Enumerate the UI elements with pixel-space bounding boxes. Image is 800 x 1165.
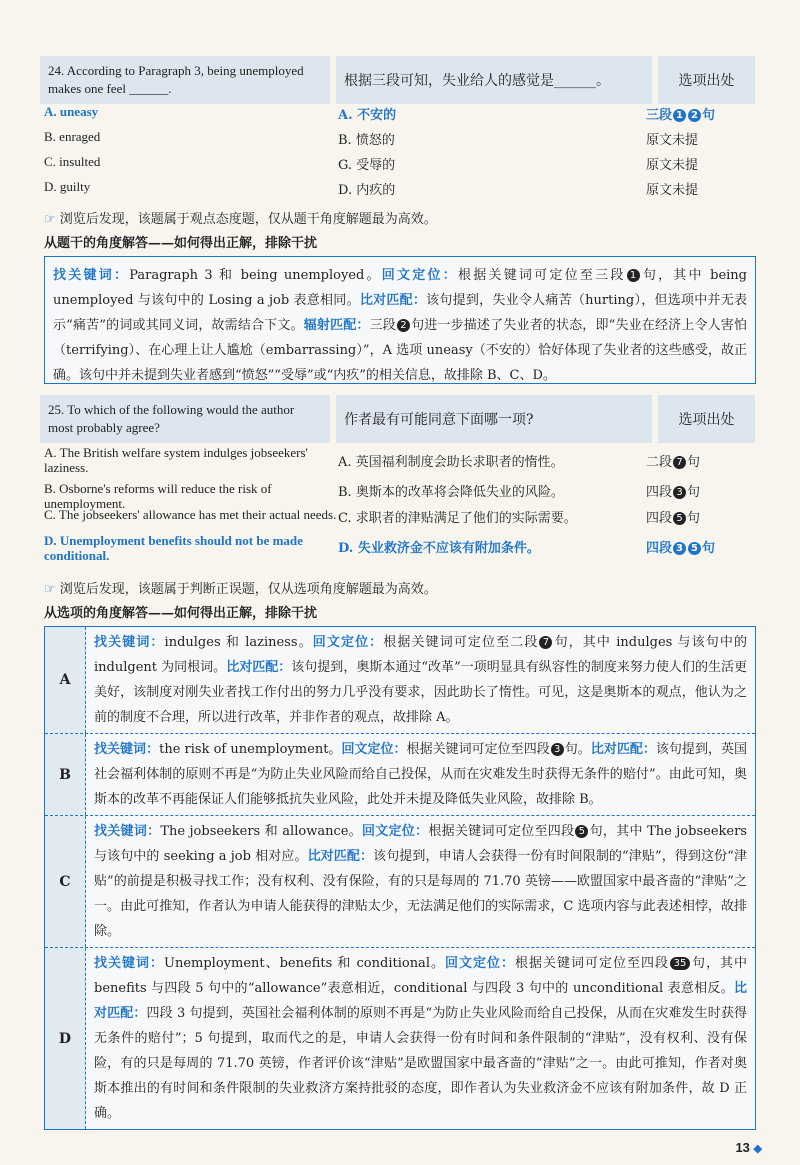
q24-note: ☞ 浏览后发现，该题属于观点态度题，仅从题干角度解题最为高效。 bbox=[44, 212, 437, 227]
q24-stem-zh: 根据三段可知，失业给人的感觉是______。 bbox=[336, 56, 652, 104]
q25-stem-en: 25. To which of the following would the author most probably agree? bbox=[40, 395, 330, 443]
q24-header bbox=[40, 56, 755, 104]
q25-row-d: D 找关键词：Unemployment、benefits 和 conditional。回文定位：根据关键词可定位至四段 35 句，其中 benefits 与四段 5 句中的“allowance”表意相近，conditional 与四段 3 句中的 unconditional 表意相反。比对匹配：四段 3 句提到，英国社会福利体制的原则不再是“为防止失业风险而给自己投保，从而在灾难发生时获得无条件的赔付”；5 句提到，取而代之的是，申请人会获得一份有时间和条件限制的“津贴”，没有权利、没有保险，有的只是每周的 71.70 英镑，作者评价该“津贴”是欧盟国家中最吝啬的“津贴”之一。由此可推知，作者对奥斯本推出的有时间和条件限制的失业救济方案持批驳的态度，即作者认为失业救济金不应该有附加条件，故 D 正确。 bbox=[45, 948, 755, 1129]
q25-subheading: 从选项的角度解答——如何得出正解，排除干扰 bbox=[44, 606, 318, 621]
q24-subheading: 从题干的角度解答——如何得出正解，排除干扰 bbox=[44, 236, 318, 251]
q25-option-c: C. The jobseekers' allowance has met their actual needs. C. 求职者的津贴满足了他们的实际需要。 四段 5 句 bbox=[44, 507, 701, 526]
q24-options bbox=[44, 104, 754, 204]
page-flag-icon: ◆ bbox=[753, 1143, 762, 1155]
q25-option-b: B. Osborne's reforms will reduce the risk of unemployment. B. 奥斯本的改革将会降低失业的风险。 四段 3 句 bbox=[44, 481, 701, 511]
q24-stem-en: 24. According to Paragraph 3, being unemployed makes one feel ______. bbox=[40, 56, 330, 104]
q25-option-d: D. Unemployment benefits should not be made conditional. D. 失业救济金不应该有附加条件。 四段 3 5 句 bbox=[44, 533, 716, 563]
q25-row-b: B 找关键词：the risk of unemployment。回文定位：根据关键词可定位至四段 3 句。比对匹配：该句提到，英国社会福利体制的原则不再是“为防止失业风险而给自己投保，从而在灾难发生时获得无条件的赔付”。由此可知，奥斯本的改革不再能保证人们能够抵抗失业风险，此处并未提及降低失业风险，故排除 B。 bbox=[45, 734, 755, 816]
q25-option-a: A. The British welfare system indulges jobseekers' laziness. A. 英国福利制度会助长求职者的惰性。 二段 7 句 bbox=[44, 445, 701, 475]
q25-note: ☞ 浏览后发现，该题属于判断正误题，仅从选项角度解题最为高效。 bbox=[44, 582, 437, 597]
q24-option-a: A. uneasy A. 不安的 三段 1 2 句 bbox=[44, 104, 716, 123]
q25-row-c: C 找关键词：The jobseekers 和 allowance。回文定位：根据关键词可定位至四段 5 句，其中 The jobseekers 与该句中的 seeking a job 相对应。比对匹配：该句提到，申请人会获得一份有时间限制的“津贴”，得到这份“津贴”的前提是积极寻找工作；没有权利、没有保险，有的只是每周的 71.70 英镑——欧盟国家中最吝啬的“津贴”之一。由此可推知，作者认为申请人能获得的津贴太少，无法满足他们的实际需求，C 选项内容与此表述相悖，故排除。 bbox=[45, 816, 755, 948]
q24-analysis: 找关键词：Paragraph 3 和 being unemployed。回文定位：根据关键词可定位至三段 1 句，其中 being unemployed 与该句中的 Losing a job 表意相同。比对匹配：该句提到，失业令人痛苦（hurting），但选项中并无表示“痛苦”的词或其同义词，故需结合下文。辐射匹配：三段 2 句进一步描述了失业者的状态，即“失业在经济上令人害怕（terrifying）、在心理上让人尴尬（embarrassing）”，A 选项 uneasy（不安的）恰好体现了失业者的这些感受，故正确。该句中并未提到失业者感到“愤怒”“受辱”或“内疚”的相关信息，故排除 B、C、D。 bbox=[44, 256, 756, 384]
q24-option-d: D. guilty D. 内疚的 原文未提 bbox=[44, 179, 699, 198]
q25-header bbox=[40, 395, 755, 443]
q25-analysis-table bbox=[44, 626, 756, 1130]
q25-row-a: A 找关键词：indulges 和 laziness。回文定位：根据关键词可定位至二段 7 句，其中 indulges 与该句中的 indulgent 为同根词。比对匹配：该句提到，奥斯本通过“改革”一项明显具有纵容性的制度来努力使人们的生活更美好，该制度对刚失业者找工作付出的努力几乎没有要求，因此助长了惰性。可见，这是奥斯本的观点，他认为之前的制度不合理，所以进行改革，并非作者的观点，故排除 A。 bbox=[45, 627, 755, 734]
q24-option-b: B. enraged B. 愤怒的 原文未提 bbox=[44, 129, 699, 148]
q24-option-c: C. insulted G. 受辱的 原文未提 bbox=[44, 154, 699, 173]
pointer-icon: ☞ bbox=[44, 582, 56, 597]
q25-stem-zh: 作者最有可能同意下面哪一项? bbox=[336, 395, 652, 443]
page-number: 13 ◆ bbox=[735, 1140, 762, 1155]
q25-source-header: 选项出处 bbox=[658, 395, 755, 443]
q24-source-header: 选项出处 bbox=[658, 56, 755, 104]
q25-options bbox=[44, 445, 754, 569]
pointer-icon: ☞ bbox=[44, 212, 56, 227]
